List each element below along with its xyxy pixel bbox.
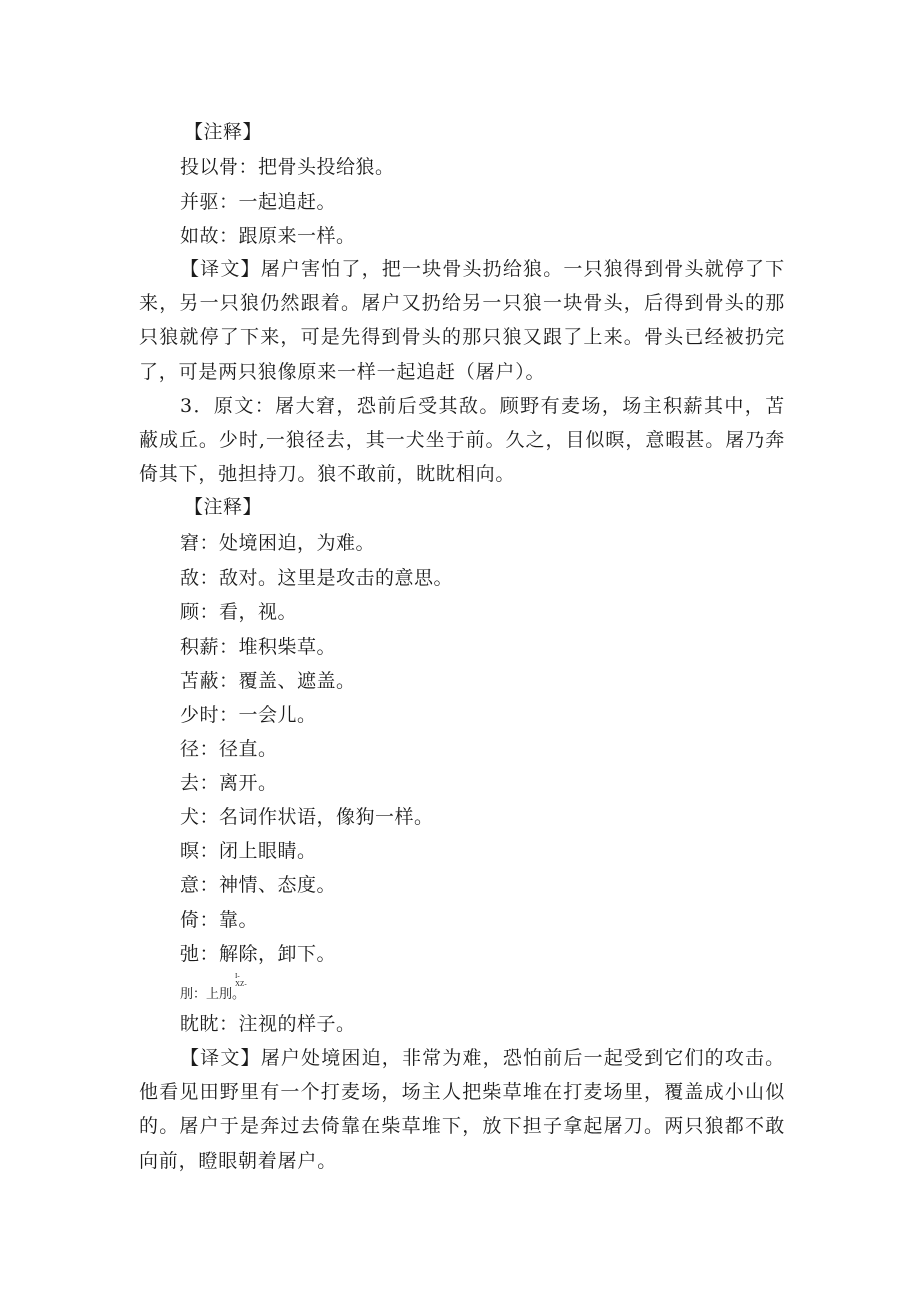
notes-heading-1: 【注释】	[184, 121, 263, 143]
note-line: 并驱：一起追赶。	[180, 191, 337, 213]
note-line: 眈眈：注视的样子。	[180, 1013, 356, 1035]
note-line: 如故：跟原来一样。	[180, 225, 356, 247]
note-line: 暝：闭上眼睛。	[180, 840, 317, 862]
note-line: 苫蔽：覆盖、遮盖。	[180, 670, 356, 692]
note-line: 少时：一会儿。	[180, 704, 317, 726]
note-line: 顾：看，视。	[180, 601, 298, 623]
note-line: 投以骨：把骨头投给狼。	[180, 156, 395, 178]
translation-paragraph-1: 【译文】屠户害怕了，把一块骨头扔给狼。一只狼得到骨头就停了下来，另一只狼仍然跟着。屠户又扔给另一只狼一块骨头，后得到骨头的那只狼就停了下来，可是先得到骨头的那只狼又跟了上来。骨头已经被扔完了，可是两只狼像原来一样一起追赶（屠户）。	[139, 258, 785, 383]
original-text-paragraph-3: 3．原文：屠大窘，恐前后受其敌。顾野有麦场，场主积薪其中，苫蔽成丘。少时,一狼径去，其一犬坐于前。久之，目似暝，意暇甚。屠乃奔倚其下，弛担持刀。狼不敢前，眈眈相向。	[139, 395, 785, 486]
note-line: 犬：名词作状语，像狗一样。	[180, 806, 434, 828]
note-line: 意：神情、态度。	[180, 874, 337, 896]
notes-heading-2: 【注释】	[184, 496, 263, 518]
note-line: 积薪：堆积柴草。	[180, 636, 337, 658]
note-line: 去：离开。	[180, 772, 278, 794]
note-line: 窘：处境困迫，为难。	[180, 532, 376, 554]
garbled-note-superscript: I-XZ-	[235, 972, 247, 988]
note-line: 倚：靠。	[180, 909, 259, 931]
note-line: 径：径直。	[180, 738, 278, 760]
note-line: 弛：解除，卸下。	[180, 943, 337, 965]
note-line: 敌：敌对。这里是攻击的意思。	[180, 567, 454, 589]
garbled-note-line	[180, 972, 247, 1004]
garbled-note-text: 刖：上刖。	[180, 986, 246, 1001]
translation-paragraph-2: 【译文】屠户处境困迫，非常为难，恐怕前后一起受到它们的攻击。他看见田野里有一个打麦场，场主人把柴草堆在打麦场里，覆盖成小山似的。屠户于是奔过去倚靠在柴草堆下，放下担子拿起屠刀。两只狼都不敢向前，瞪眼朝着屠户。	[139, 1047, 785, 1172]
